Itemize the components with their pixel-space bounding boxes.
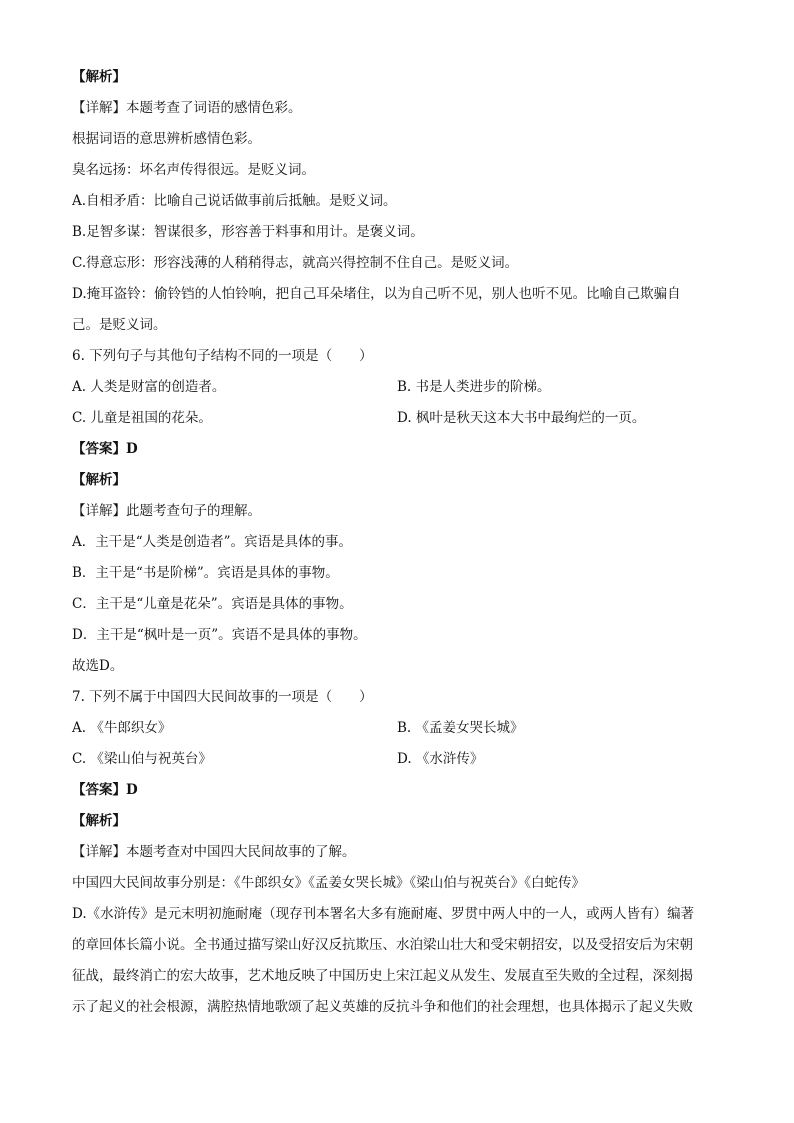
text-line: A.自相矛盾：比喻自己说话做事前后抵触。是贬义词。 (72, 193, 397, 209)
text-line: 根据词语的意思辨析感情色彩。 (72, 131, 261, 147)
text-line: D．主干是“枫叶是一页”。宾语不是具体的事物。 (72, 627, 367, 643)
text-line: 的章回体长篇小说。全书通过描写梁山好汉反抗欺压、水泊梁山壮大和受宋朝招安，以及受招安后为宋朝 (72, 937, 693, 953)
text-line: C.得意忘形：形容浅薄的人稍稍得志，就高兴得控制不住自己。是贬义词。 (72, 255, 519, 271)
option-a: A. 《牛郎织女》 (72, 720, 172, 736)
text-line: C．主干是“儿童是花朵”。宾语是具体的事物。 (72, 596, 353, 612)
option-b: B. 《孟姜女哭长城》 (397, 720, 524, 736)
text-line: B．主干是“书是阶梯”。宾语是具体的事物。 (72, 565, 339, 581)
analysis-label: 【解析】 (72, 69, 126, 85)
detail-line: 【详解】本题考查了词语的感情色彩。 (72, 100, 302, 116)
option-d: D. 枫叶是秋天这本大书中最绚烂的一页。 (397, 410, 646, 426)
question-stem: 6. 下列句子与其他句子结构不同的一项是（ ） (72, 348, 373, 364)
text-line: 臭名远扬：坏名声传得很远。是贬义词。 (72, 162, 315, 178)
text-line: 示了起义的社会根源，满腔热情地歌颂了起义英雄的反抗斗争和他们的社会理想，也具体揭示了起义失败 (72, 999, 693, 1015)
options-row (72, 372, 732, 403)
analysis-label: 【解析】 (72, 813, 126, 829)
answer-label: 【答案】D (72, 782, 138, 798)
option-c: C. 儿童是祖国的花朵。 (72, 410, 212, 426)
option-b: B. 书是人类进步的阶梯。 (397, 379, 551, 395)
options-row (72, 403, 732, 434)
text-line: 中国四大民间故事分别是：《牛郎织女》《孟姜女哭长城》《梁山伯与祝英台》《白蛇传》 (72, 875, 585, 891)
options-row (72, 713, 732, 744)
option-d: D. 《水浒传》 (397, 751, 484, 767)
detail-line: 【详解】本题考查对中国四大民间故事的了解。 (72, 844, 356, 860)
text-line: 故选D。 (72, 658, 124, 674)
text-line: B.足智多谋：智谋很多，形容善于料事和用计。是褒义词。 (72, 224, 424, 240)
document-page (72, 62, 732, 1023)
option-a: A. 人类是财富的创造者。 (72, 379, 226, 395)
analysis-label: 【解析】 (72, 472, 126, 488)
text-line: 己。是贬义词。 (72, 317, 167, 333)
text-line: A．主干是“人类是创造者”。宾语是具体的事。 (72, 534, 353, 550)
question-stem: 7. 下列不属于中国四大民间故事的一项是（ ） (72, 689, 373, 705)
text-line: D.掩耳盗铃：偷铃铛的人怕铃响，把自己耳朵堵住，以为自己听不见，别人也听不见。比喻自己欺骗自 (72, 286, 681, 302)
answer-label: 【答案】D (72, 441, 138, 457)
text-line: D.《水浒传》是元末明初施耐庵（现存刊本署名大多有施耐庵、罗贯中两人中的一人，或两人皆有）编著 (72, 906, 695, 922)
detail-line: 【详解】此题考查句子的理解。 (72, 503, 261, 519)
options-row (72, 744, 732, 775)
option-c: C. 《梁山伯与祝英台》 (72, 751, 212, 767)
text-line: 征战，最终消亡的宏大故事，艺术地反映了中国历史上宋江起义从发生、发展直至失败的全过程，深刻揭 (72, 968, 693, 984)
